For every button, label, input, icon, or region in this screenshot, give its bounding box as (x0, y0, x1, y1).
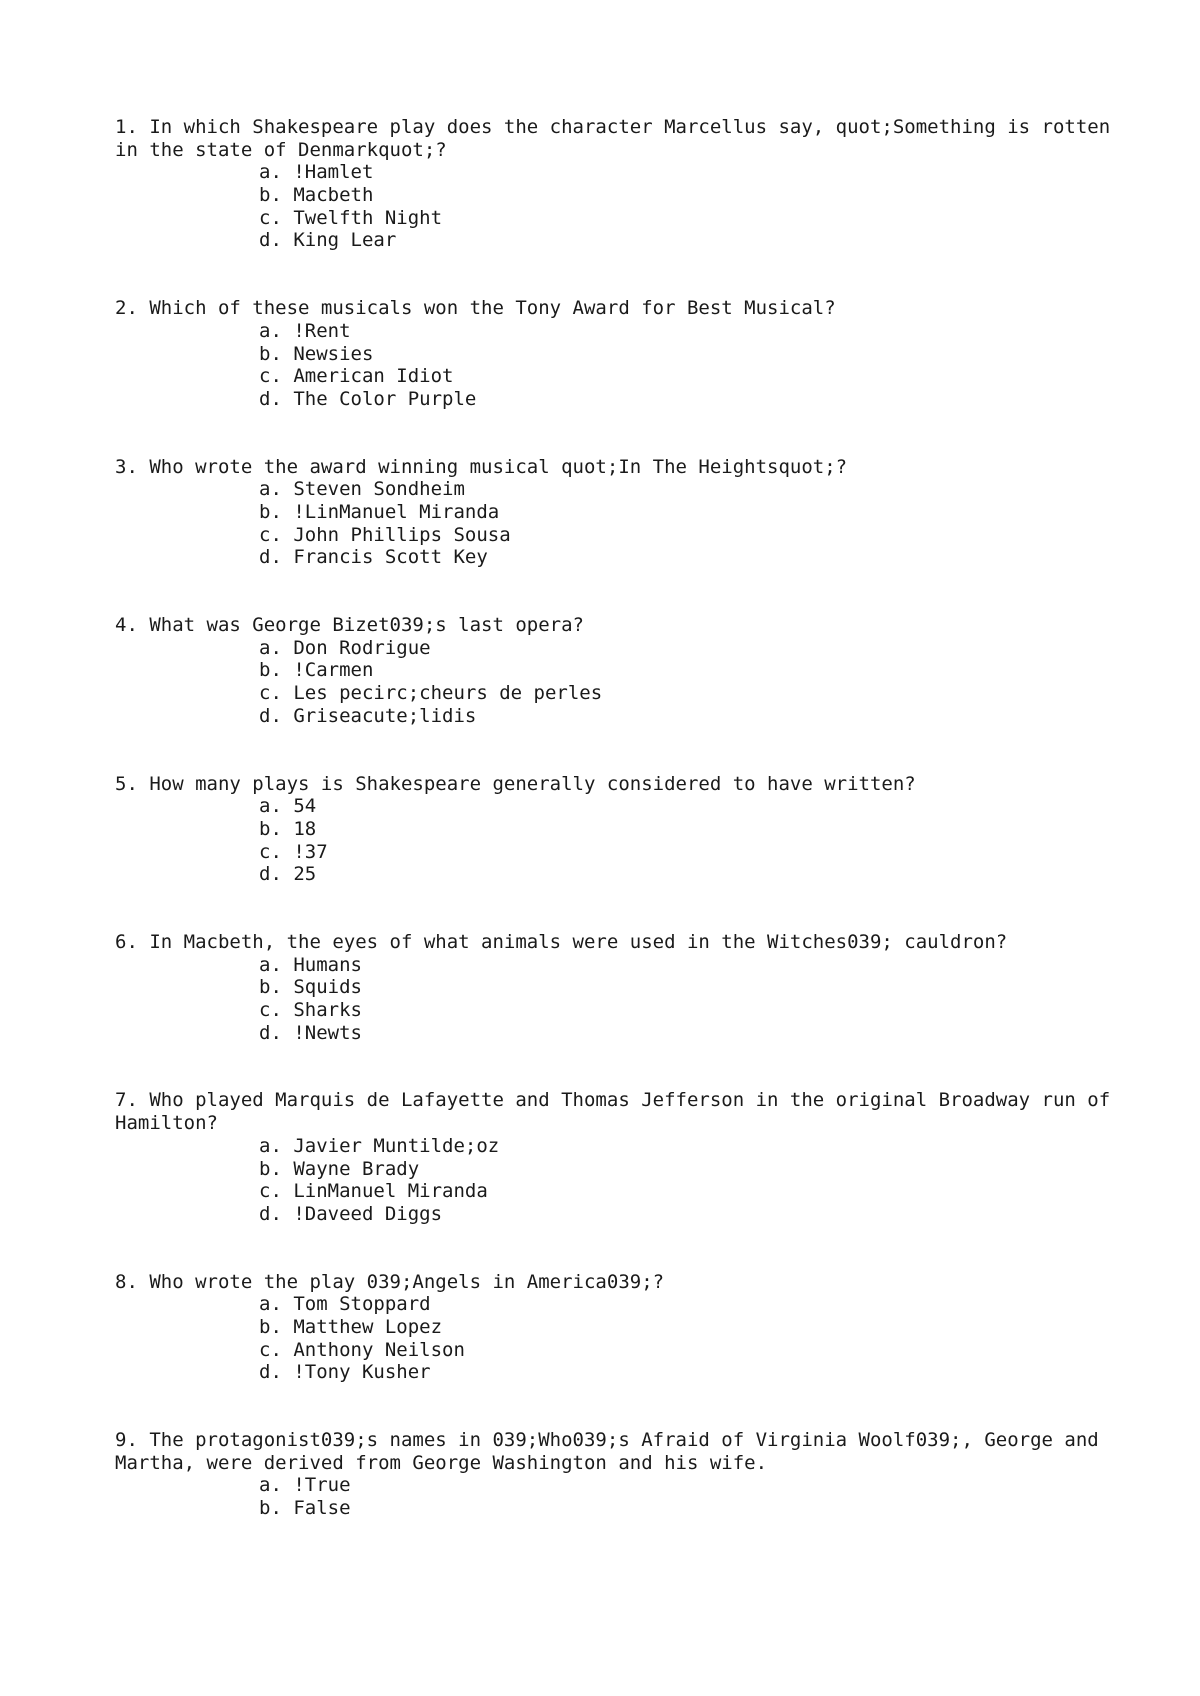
answer-option: a. !Hamlet (259, 161, 374, 184)
answer-option: b. Newsies (259, 342, 374, 365)
answer-options (115, 1474, 1115, 1519)
question-5 (115, 773, 1115, 886)
question-1 (115, 116, 1122, 252)
answer-options (115, 1293, 1115, 1384)
answer-option: d. !Daveed Diggs (259, 1202, 443, 1225)
question-3 (115, 456, 1115, 569)
question-2 (115, 297, 1115, 410)
question-4 (115, 614, 1115, 727)
question-stem: 7. Who played Marquis de Lafayette and Thomas Jefferson in the original Broadway run of Hamilton? (115, 1089, 1122, 1135)
question-stem: 3. Who wrote the award winning musical quot;In The Heightsquot;? (115, 455, 848, 478)
answer-option: a. Don Rodrigue (259, 636, 431, 659)
answer-option: b. Squids (259, 976, 362, 999)
answer-option: c. LinManuel Miranda (259, 1180, 488, 1203)
answer-option: b. Macbeth (259, 184, 374, 207)
answer-option: c. !37 (259, 840, 328, 863)
answer-option: d. The Color Purple (259, 387, 477, 410)
answer-option: b. 18 (259, 817, 317, 840)
answer-option: d. !Newts (259, 1021, 362, 1044)
answer-option: c. American Idiot (259, 365, 454, 388)
answer-option: b. !LinManuel Miranda (259, 501, 500, 523)
quiz-document (115, 116, 1122, 1565)
question-stem: 1. In which Shakespeare play does the character Marcellus say, quot;Something is rotten in the state of Denmarkquot;? (115, 116, 1122, 161)
answer-option: b. !Carmen (259, 659, 374, 682)
question-stem: 2. Which of these musicals won the Tony Award for Best Musical? (115, 297, 836, 320)
question-stem: 8. Who wrote the play 039;Angels in America039;? (115, 1270, 665, 1293)
answer-option: b. False (259, 1497, 351, 1520)
answer-option: a. Javier Muntilde;oz (259, 1134, 500, 1157)
answer-option: d. King Lear (259, 229, 397, 252)
answer-option: d. 25 (259, 863, 317, 886)
answer-option: a. 54 (259, 795, 317, 818)
answer-option: d. Griseacute;lidis (259, 704, 477, 727)
answer-option: a. !True (259, 1474, 351, 1497)
answer-options (115, 637, 1115, 728)
answer-option: b. Wayne Brady (259, 1157, 420, 1180)
answer-option: c. John Phillips Sousa (259, 523, 511, 546)
question-8 (115, 1271, 1115, 1384)
answer-option: a. Tom Stoppard (259, 1293, 431, 1316)
answer-options (115, 478, 1115, 569)
answer-options (115, 161, 1115, 252)
question-6 (115, 931, 1115, 1044)
answer-option: c. Twelfth Night (259, 206, 443, 229)
question-7 (115, 1089, 1122, 1225)
question-9 (115, 1429, 1115, 1520)
answer-options (115, 320, 1115, 411)
answer-options (115, 1135, 1115, 1226)
question-stem: 6. In Macbeth, the eyes of what animals were used in the Witches039; cauldron? (115, 930, 1008, 953)
answer-option: c. Les pecirc;cheurs de perles (259, 682, 603, 705)
answer-option: c. Sharks (259, 999, 362, 1022)
answer-options (115, 795, 1115, 886)
answer-option: a. Steven Sondheim (259, 478, 465, 501)
answer-option: c. Anthony Neilson (259, 1338, 465, 1361)
answer-option: b. Matthew Lopez (259, 1315, 443, 1338)
answer-option: a. Humans (259, 953, 362, 976)
question-stem: 4. What was George Bizet039;s last opera? (115, 614, 584, 637)
answer-option: d. Francis Scott Key (259, 546, 488, 569)
question-stem: 5. How many plays is Shakespeare generally considered to have written? (115, 772, 916, 795)
answer-option: d. !Tony Kusher (259, 1361, 431, 1384)
question-stem: 9. The protagonist039;s names in 039;Who039;s Afraid of Virginia Woolf039;, George and Martha, were derived from George Washington and his wife. (115, 1429, 1111, 1474)
answer-option: a. !Rent (259, 319, 351, 342)
answer-options (115, 954, 1115, 1045)
